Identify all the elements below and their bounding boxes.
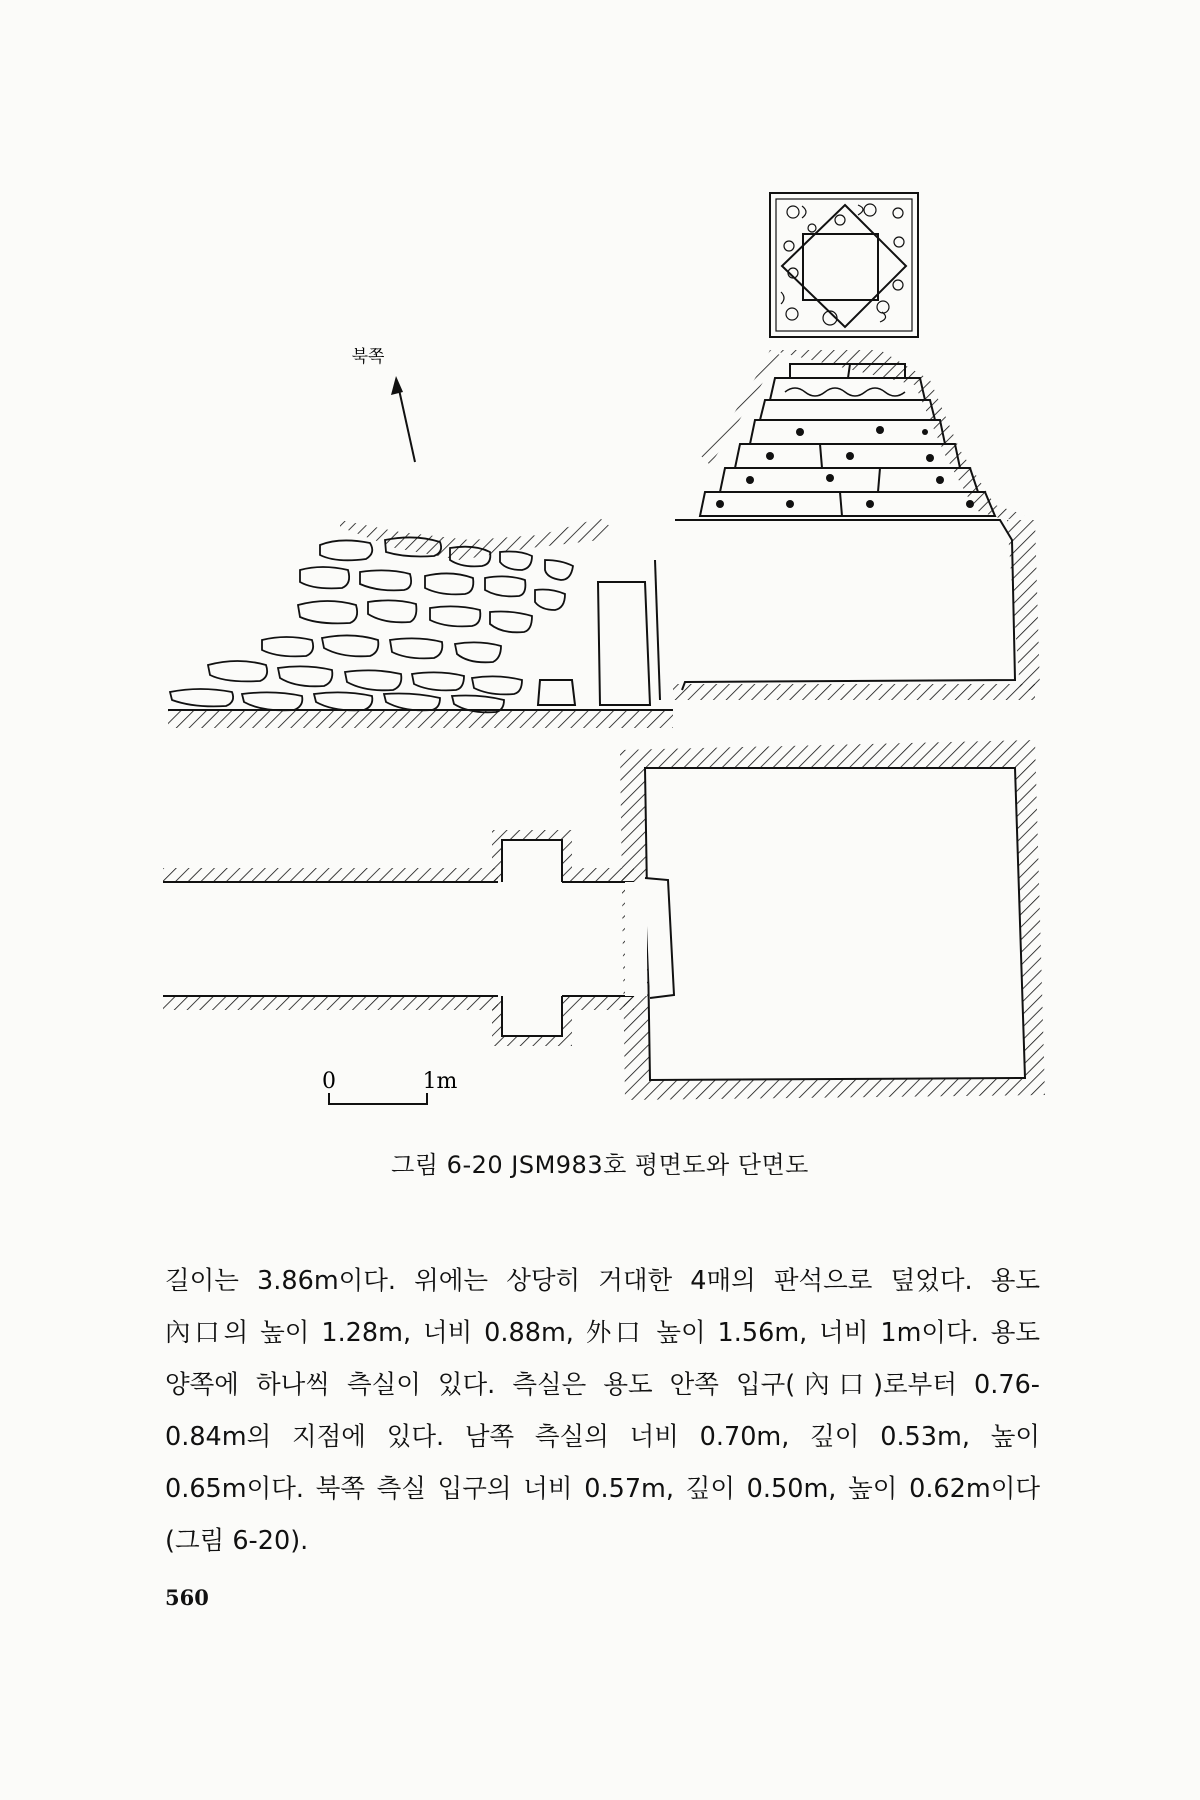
plan-view [163, 740, 1045, 1100]
tomb-plan-section-figure [140, 170, 1060, 1120]
ceiling-slab-drawing [770, 193, 918, 337]
page-number: 560 [165, 1585, 209, 1610]
scale-end-label: 1m [422, 1069, 458, 1094]
scale-bar [322, 1069, 458, 1104]
figure-caption: 그림 6-20 JSM983호 평면도와 단면도 [391, 1151, 809, 1179]
section-view [168, 350, 1040, 728]
body-paragraph: 길이는 3.86m이다. 위에는 상당히 거대한 4매의 판석으로 덮었다. 용도 內口의 높이 1.28m, 너비 0.88m, 外口 높이 1.56m, 너비 1m이다. 용도 양쪽에 하나씩 측실이 있다. 측실은 용도 안쪽 입구(內口)로부터 0.76-0.84m의 지점에 있다. 남쪽 측실의 너비 0.70m, 깊이 0.53m, 높이 0.65m이다. 북쪽 측실 입구의 너비 0.57m, 깊이 0.50m, 높이 0.62m이다(그림 6-20). [165, 1266, 1040, 1556]
north-label: 북쪽 [351, 347, 385, 367]
north-arrow [352, 347, 415, 462]
scale-start-label: 0 [322, 1069, 336, 1094]
